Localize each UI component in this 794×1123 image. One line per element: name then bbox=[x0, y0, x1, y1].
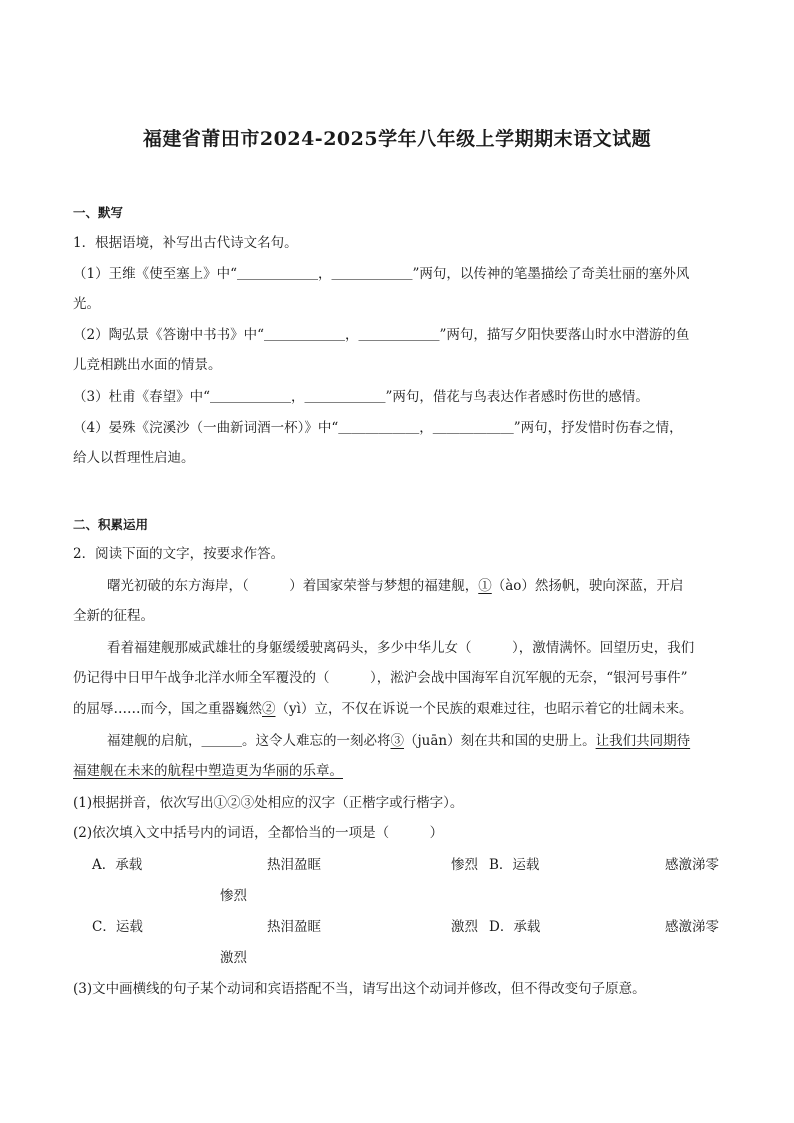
option-d-label: D．承载 bbox=[489, 919, 541, 935]
page-title: 福建省莆田市2024-2025学年八年级上学期期末语文试题 bbox=[142, 128, 652, 150]
passage-para3-line1 bbox=[107, 729, 690, 749]
passage-para2-line3 bbox=[73, 697, 692, 717]
section-heading-accumulation: 二、积累运用 bbox=[73, 517, 149, 532]
passage-para2-line2: 仍记得中日甲午战争北洋水师全军覆没的（ ），淞沪会战中国海军自沉军舰的无奈，“银河号事件” bbox=[73, 670, 688, 686]
blank-mark-2: ② bbox=[262, 701, 276, 717]
option-a-label: A．承载 bbox=[92, 857, 143, 873]
question-1-stem: 1．根据语境，补写出古代诗文名句。 bbox=[73, 235, 298, 251]
option-c-word2: 热泪盈眶 bbox=[267, 919, 321, 935]
question-2-stem: 2．阅读下面的文字，按要求作答。 bbox=[73, 546, 285, 562]
option-a-word2: 热泪盈眶 bbox=[267, 857, 321, 873]
passage-para2-line1: 看着福建舰那威武雄壮的身躯缓缓驶离码头，多少中华儿女（ ），激情满怀。回望历史，我们 bbox=[107, 640, 695, 656]
option-b-word2: 感激涕零 bbox=[665, 857, 719, 873]
question-1-1-line2: 光。 bbox=[73, 296, 100, 312]
sub-question-2: (2)依次填入文中括号内的词语，全都恰当的一项是（ ） bbox=[73, 825, 444, 841]
option-d-word3: 激烈 bbox=[220, 950, 247, 966]
question-1-4-line1: （4）晏殊《浣溪沙（一曲新词酒一杯）》中“＿＿＿＿＿＿，＿＿＿＿＿＿”两句，抒发惜时伤春之情， bbox=[73, 420, 683, 436]
underlined-sentence-part1: 让我们共同期待 bbox=[595, 733, 691, 749]
section-heading-dictation: 一、默写 bbox=[73, 205, 124, 220]
option-c-label: C．运载 bbox=[92, 919, 143, 935]
question-1-3: （3）杜甫《春望》中“＿＿＿＿＿＿，＿＿＿＿＿＿”两句，借花与鸟表达作者感时伤世的感情。 bbox=[73, 389, 649, 405]
question-1-4-line2: 给人以哲理性启迪。 bbox=[73, 450, 195, 466]
option-b-word3: 惨烈 bbox=[220, 888, 247, 904]
passage-para1-line1 bbox=[107, 574, 683, 594]
underlined-sentence-part2: 福建舰在未来的航程中塑造更为华丽的乐章。 bbox=[73, 763, 343, 779]
question-1-2-line1: （2）陶弘景《答谢中书书》中“＿＿＿＿＿＿，＿＿＿＿＿＿”两句，描写夕阳快要落山时水中潜游的鱼 bbox=[73, 327, 690, 343]
passage-text: （yì）立，不仅在诉说一个民族的艰难过往，也昭示着它的壮阔未来。 bbox=[275, 701, 693, 717]
question-1-2-line2: 儿竞相跳出水面的情景。 bbox=[73, 357, 222, 373]
passage-text: 曙光初破的东方海岸，（ ）着国家荣誉与梦想的福建舰， bbox=[107, 578, 479, 594]
sub-question-3: (3)文中画横线的句子某个动词和宾语搭配不当，请写出这个动词并修改，但不得改变句子原意。 bbox=[73, 981, 646, 997]
blank-mark-1: ① bbox=[478, 578, 492, 594]
passage-text: 福建舰的启航，＿＿＿。这令人难忘的一刻必将 bbox=[107, 733, 391, 749]
passage-para1-line2: 全新的征程。 bbox=[73, 608, 154, 624]
passage-text: （ào）然扬帆，驶向深蓝，开启 bbox=[491, 578, 684, 594]
passage-text: 的屈辱……而今，国之重器巍然 bbox=[73, 701, 262, 717]
option-d-word2: 感激涕零 bbox=[665, 919, 719, 935]
option-b-label: B．运载 bbox=[489, 857, 540, 873]
option-c-word3: 激烈 bbox=[451, 919, 478, 935]
option-a-word3: 惨烈 bbox=[451, 857, 478, 873]
question-1-1-line1: （1）王维《使至塞上》中“＿＿＿＿＿＿，＿＿＿＿＿＿”两句，以传神的笔墨描绘了奇美壮丽的塞外风 bbox=[73, 266, 690, 282]
sub-question-1: (1)根据拼音，依次写出①②③处相应的汉字（正楷字或行楷字）。 bbox=[73, 795, 464, 811]
passage-text: （juān）刻在共和国的史册上。 bbox=[404, 733, 596, 749]
blank-mark-3: ③ bbox=[390, 733, 404, 749]
